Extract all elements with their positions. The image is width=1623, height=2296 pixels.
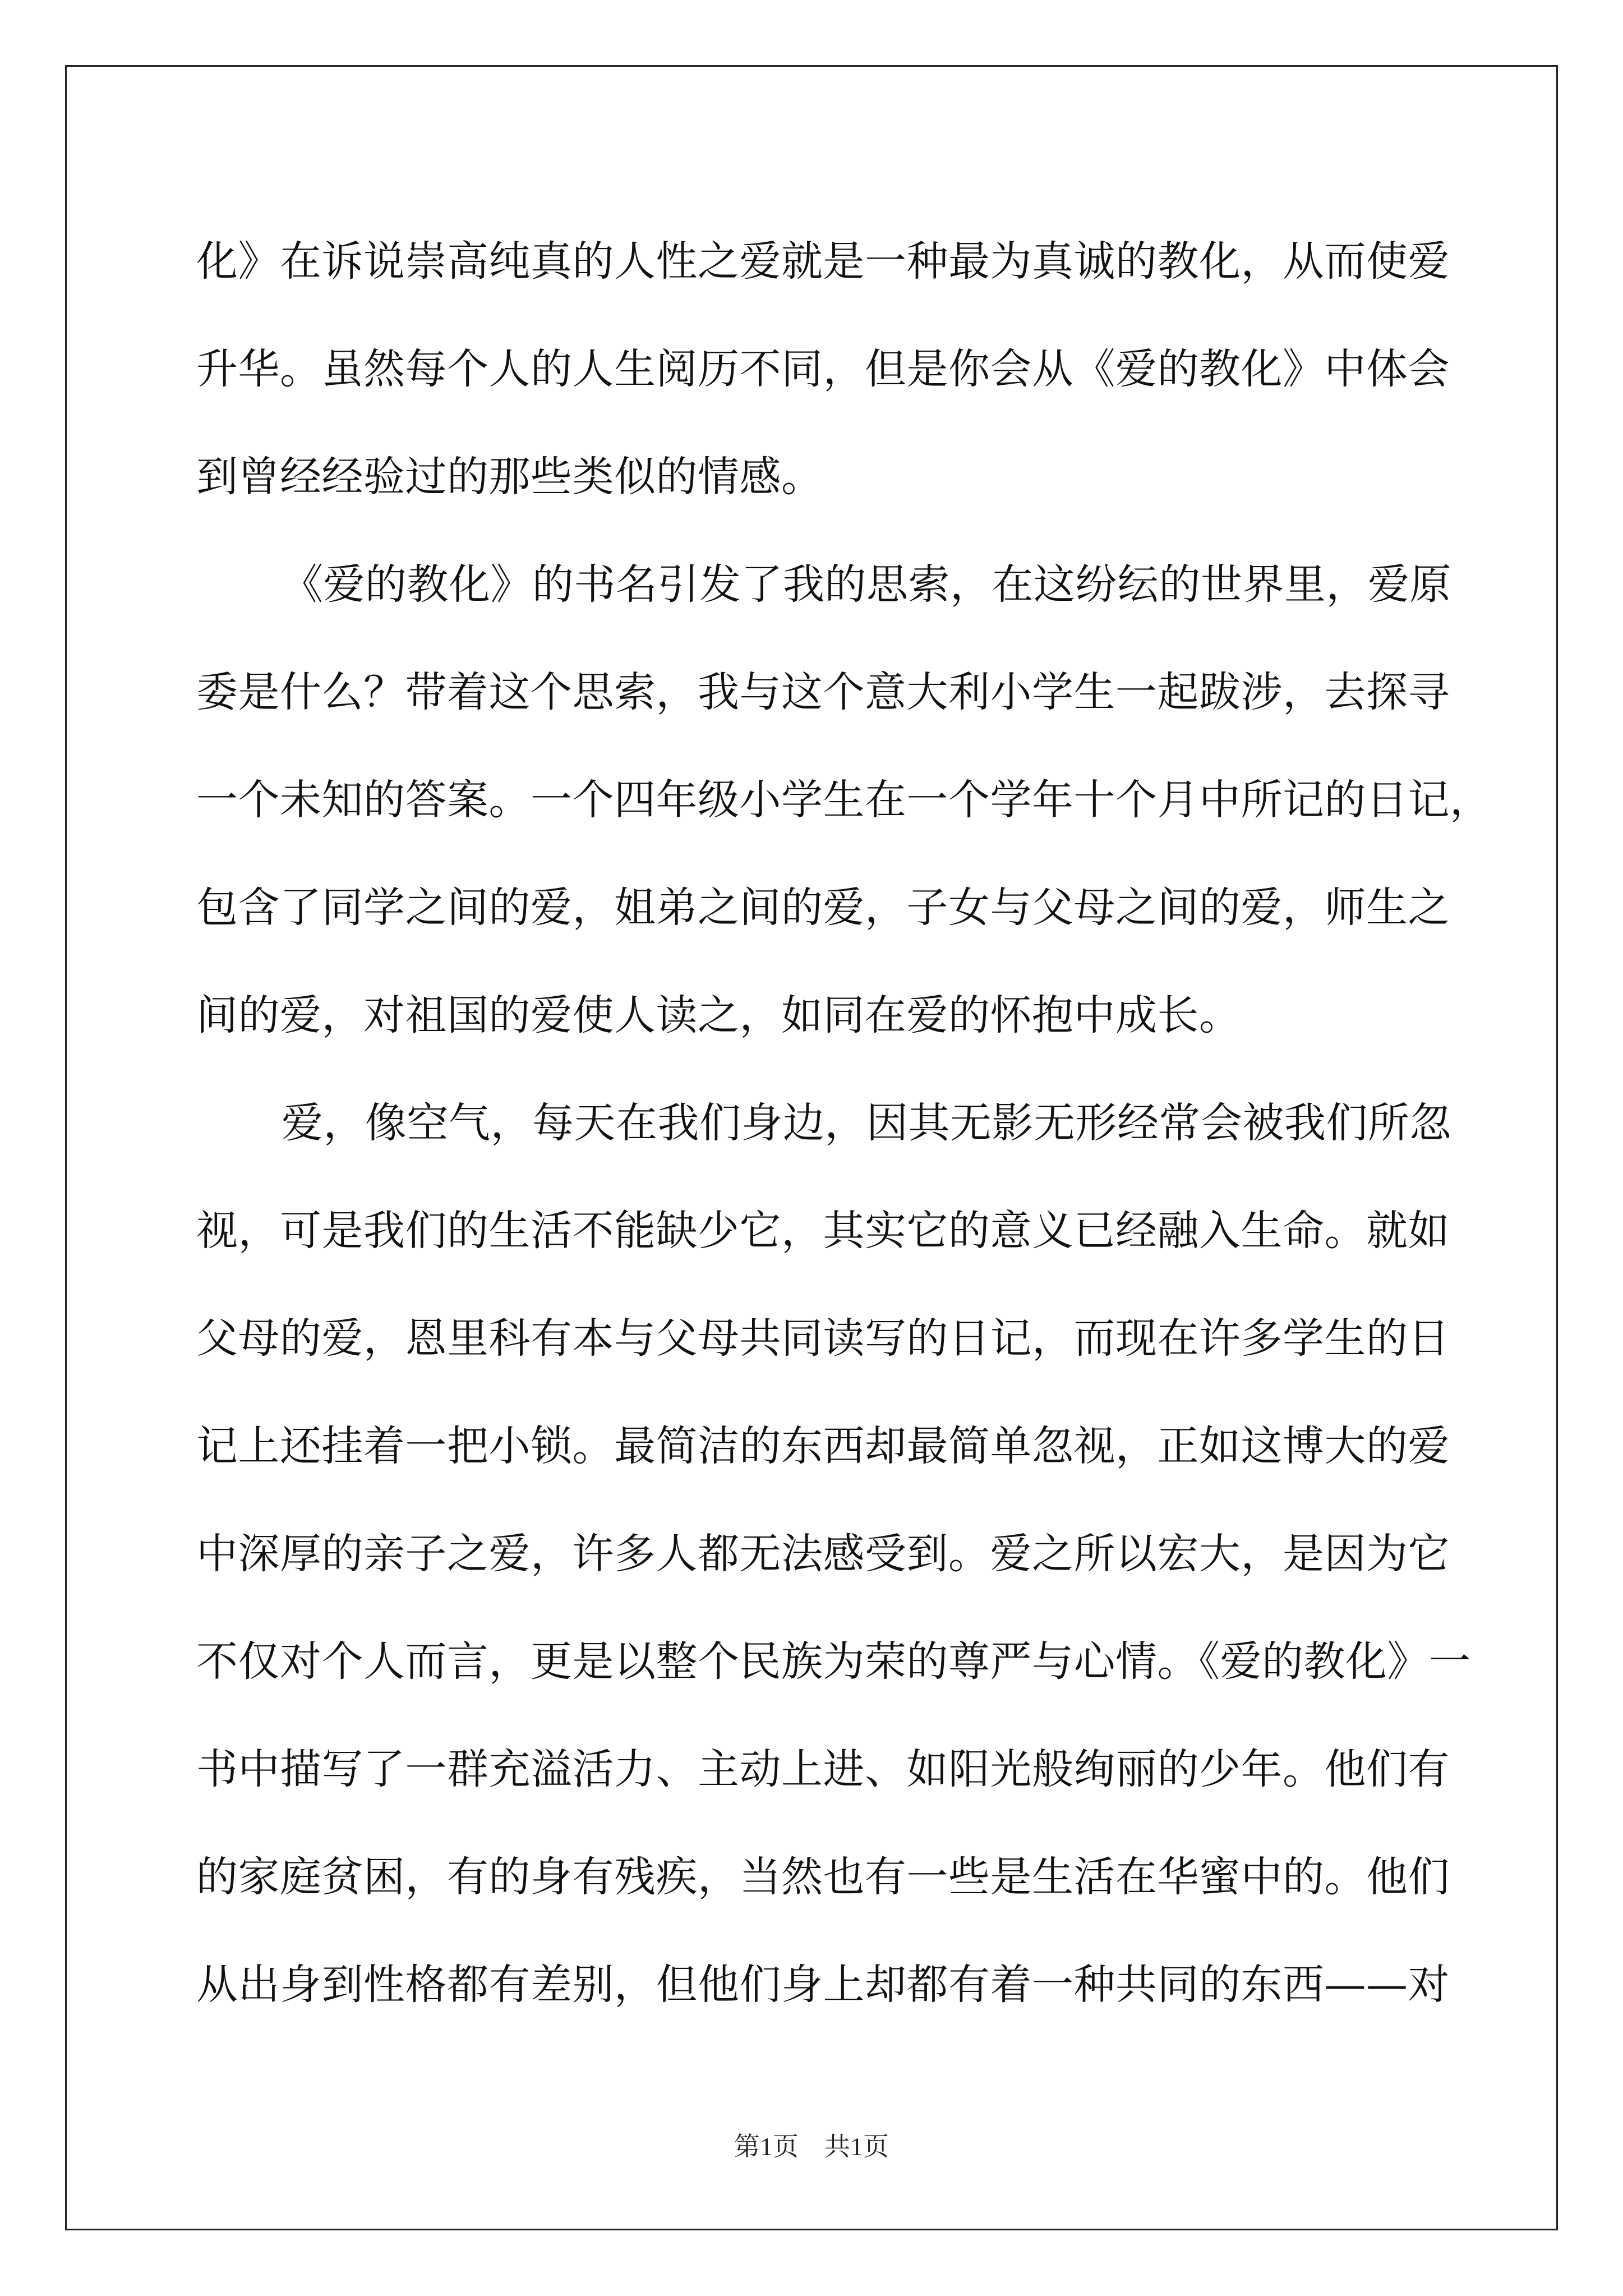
document-body [196,208,1492,2039]
text-line: 一个未知的答案。一个四年级小学生在一个学年十个月中所记的日记， [196,776,1492,824]
paragraph-start-line: 爱，像空气，每天在我们身边，因其无影无形经常会被我们所忽 [282,1099,1451,1147]
text-line: 到曾经经验过的那些类似的情感。 [196,453,823,501]
page-number-footer: 第1页 共1页 [734,2132,889,2161]
text-line: 从出身到性格都有差别，但他们身上却都有着一种共同的东西——对 [196,1961,1450,2009]
text-line: 委是什么？带着这个思索，我与这个意大利小学生一起跋涉，去探寻 [196,668,1450,716]
text-line: 化》在诉说崇高纯真的人性之爱就是一种最为真诚的教化，从而使爱 [196,237,1450,286]
text-line: 的家庭贫困，有的身有残疾，当然也有一些是生活在华蜜中的。他们 [196,1853,1450,1901]
text-line: 视，可是我们的生活不能缺少它，其实它的意义已经融入生命。就如 [196,1207,1450,1255]
text-line: 升华。虽然每个人的人生阅历不同，但是你会从《爱的教化》中体会 [196,345,1450,393]
text-line: 父母的爱，恩里科有本与父母共同读写的日记，而现在许多学生的日 [196,1314,1450,1363]
text-line: 中深厚的亲子之爱，许多人都无法感受到。爱之所以宏大，是因为它 [196,1530,1450,1578]
text-line: 记上还挂着一把小锁。最简洁的东西却最简单忽视，正如这博大的爱 [196,1422,1450,1470]
text-line: 间的爱，对祖国的爱使人读之，如同在爱的怀抱中成长。 [196,991,1241,1039]
paragraph-start-line: 《爱的教化》的书名引发了我的思索，在这纷纭的世界里，爱原 [282,560,1451,609]
text-line: 包含了同学之间的爱，姐弟之间的爱，子女与父母之间的爱，师生之 [196,884,1450,932]
text-line: 书中描写了一群充溢活力、主动上进、如阳光般绚丽的少年。他们有 [196,1745,1450,1793]
text-line: 不仅对个人而言，更是以整个民族为荣的尊严与心情。《爱的教化》一 [196,1637,1471,1686]
